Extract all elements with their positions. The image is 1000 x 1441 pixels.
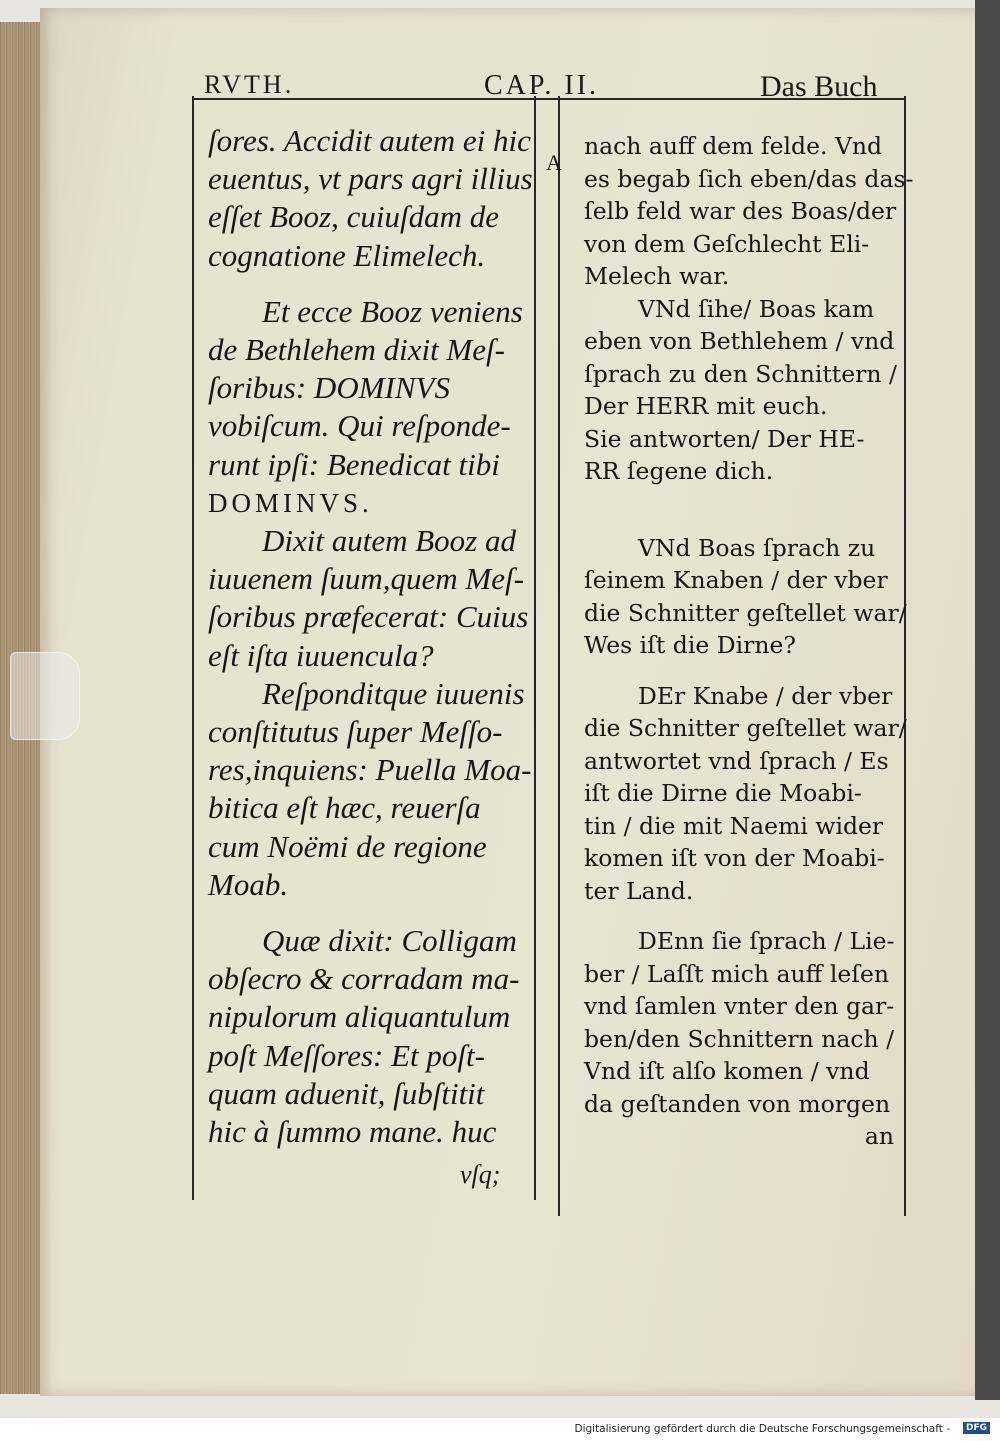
latin-line: Reſponditque iuuenis [262, 675, 525, 711]
latin-line: Quæ dixit: Colligam [262, 923, 517, 959]
german-line: ter Land. [584, 876, 694, 905]
german-spacer [584, 907, 894, 925]
latin-line: ſoribus: DOMINVS [208, 370, 450, 406]
latin-spacer [208, 275, 528, 293]
german-line: die Schnitter geſtellet war/ [584, 598, 907, 627]
latin-line: runt ipſi: Benedicat tibi [208, 446, 500, 482]
latin-line: conſtitutus ſuper Meſſo- [208, 714, 503, 750]
german-line: an [864, 1122, 894, 1150]
latin-line: DOMINVS. [208, 487, 373, 518]
latin-line: cognatione Elimelech. [208, 237, 486, 273]
running-head-left: RVTH. [204, 70, 295, 99]
footer-credit: Digitalisierung gefördert durch die Deutsche Forschungsgemeinschaft - [574, 1423, 950, 1435]
latin-line: eſt iſta iuuencula? [208, 637, 434, 673]
german-spacer [584, 488, 894, 532]
latin-line: ſoribus præfecerat: Cuius [208, 599, 529, 635]
german-line: Sie antworten/ Der HE- [584, 424, 865, 453]
latin-line: eſſet Booz, cuiuſdam de [208, 199, 499, 235]
german-line: VNd Boas ſprach zu [638, 533, 876, 562]
book-spine-shadow [975, 0, 1000, 1400]
german-column [584, 130, 914, 1153]
german-line: iſt die Dirne die Moabi- [584, 779, 862, 807]
latin-line: nipulorum aliquantulum [208, 999, 511, 1035]
german-line: VNd ſihe/ Boas kam [638, 294, 875, 323]
latin-line: Moab. [208, 866, 289, 902]
german-line: DEr Knabe / der vber [638, 681, 893, 710]
german-line: ber / Laſſt mich auff leſen [584, 959, 890, 988]
digitization-footer [0, 1418, 1000, 1441]
latin-line: bitica eſt hæc, reuerſa [208, 790, 481, 826]
german-line: ſprach zu den Schnittern / [584, 359, 897, 388]
german-line: Der HERR mit euch. [584, 392, 828, 420]
latin-line: res,inquiens: Puella Moa- [208, 752, 532, 788]
margin-marker: A [546, 150, 562, 175]
german-line: komen iſt von der Moabi- [584, 844, 885, 872]
german-line: Wes iſt die Dirne? [584, 631, 796, 659]
latin-line: poſt Meſſores: Et poſt- [208, 1037, 485, 1073]
german-line: Vnd iſt alſo komen / vnd [584, 1057, 870, 1085]
latin-spacer [208, 904, 528, 922]
german-line: DEnn ſie ſprach / Lie- [638, 927, 895, 955]
running-head-right: Das Buch [760, 70, 878, 103]
german-line: es begab ſich eben/das das- [584, 164, 914, 193]
latin-line: Et ecce Booz veniens [262, 293, 523, 329]
latin-line: iuuenem ſuum,quem Meſ- [208, 561, 524, 597]
german-line: ſeinem Knaben / der vber [584, 566, 888, 594]
german-line: antwortet vnd ſprach / Es [584, 746, 889, 775]
german-line: eben von Bethlehem / vnd [584, 327, 895, 355]
latin-line: cum Noëmi de regione [208, 828, 487, 864]
latin-line: obſecro & corradam ma- [208, 961, 520, 997]
german-line: nach auff dem felde. Vnd [584, 132, 883, 160]
german-line: Melech war. [584, 262, 730, 290]
latin-line: ſores. Accidit autem ei hic [208, 123, 531, 158]
german-line: RR ſegene dich. [584, 457, 774, 485]
dfg-logo: DFG [963, 1422, 990, 1434]
german-line: ſelb feld war des Boas/der [584, 197, 897, 225]
latin-line: hic à ſummo mane. huc [208, 1114, 497, 1150]
latin-line: vobiſcum. Qui reſponde- [208, 408, 511, 444]
latin-line: euentus, vt pars agri illius [208, 161, 533, 197]
page-clip [10, 652, 80, 740]
german-line: tin / die mit Naemi wider [584, 811, 884, 840]
german-line: ben/den Schnittern nach / [584, 1024, 895, 1053]
german-line: da geſtanden von morgen [584, 1089, 891, 1118]
german-spacer [584, 662, 894, 680]
latin-line: de Bethlehem dixit Meſ- [208, 332, 505, 368]
signature-mark: vſq; [460, 1160, 501, 1189]
latin-line: Dixit autem Booz ad [262, 523, 516, 559]
german-line: die Schnitter geſtellet war/ [584, 714, 907, 742]
german-line: vnd ſamlen vnter den gar- [584, 992, 895, 1020]
running-head-chapter: CAP. II. [484, 70, 600, 101]
latin-column [208, 122, 533, 1151]
german-line: von dem Geſchlecht Eli- [584, 229, 870, 258]
latin-line: quam aduenit, ſubſtitit [208, 1075, 485, 1111]
